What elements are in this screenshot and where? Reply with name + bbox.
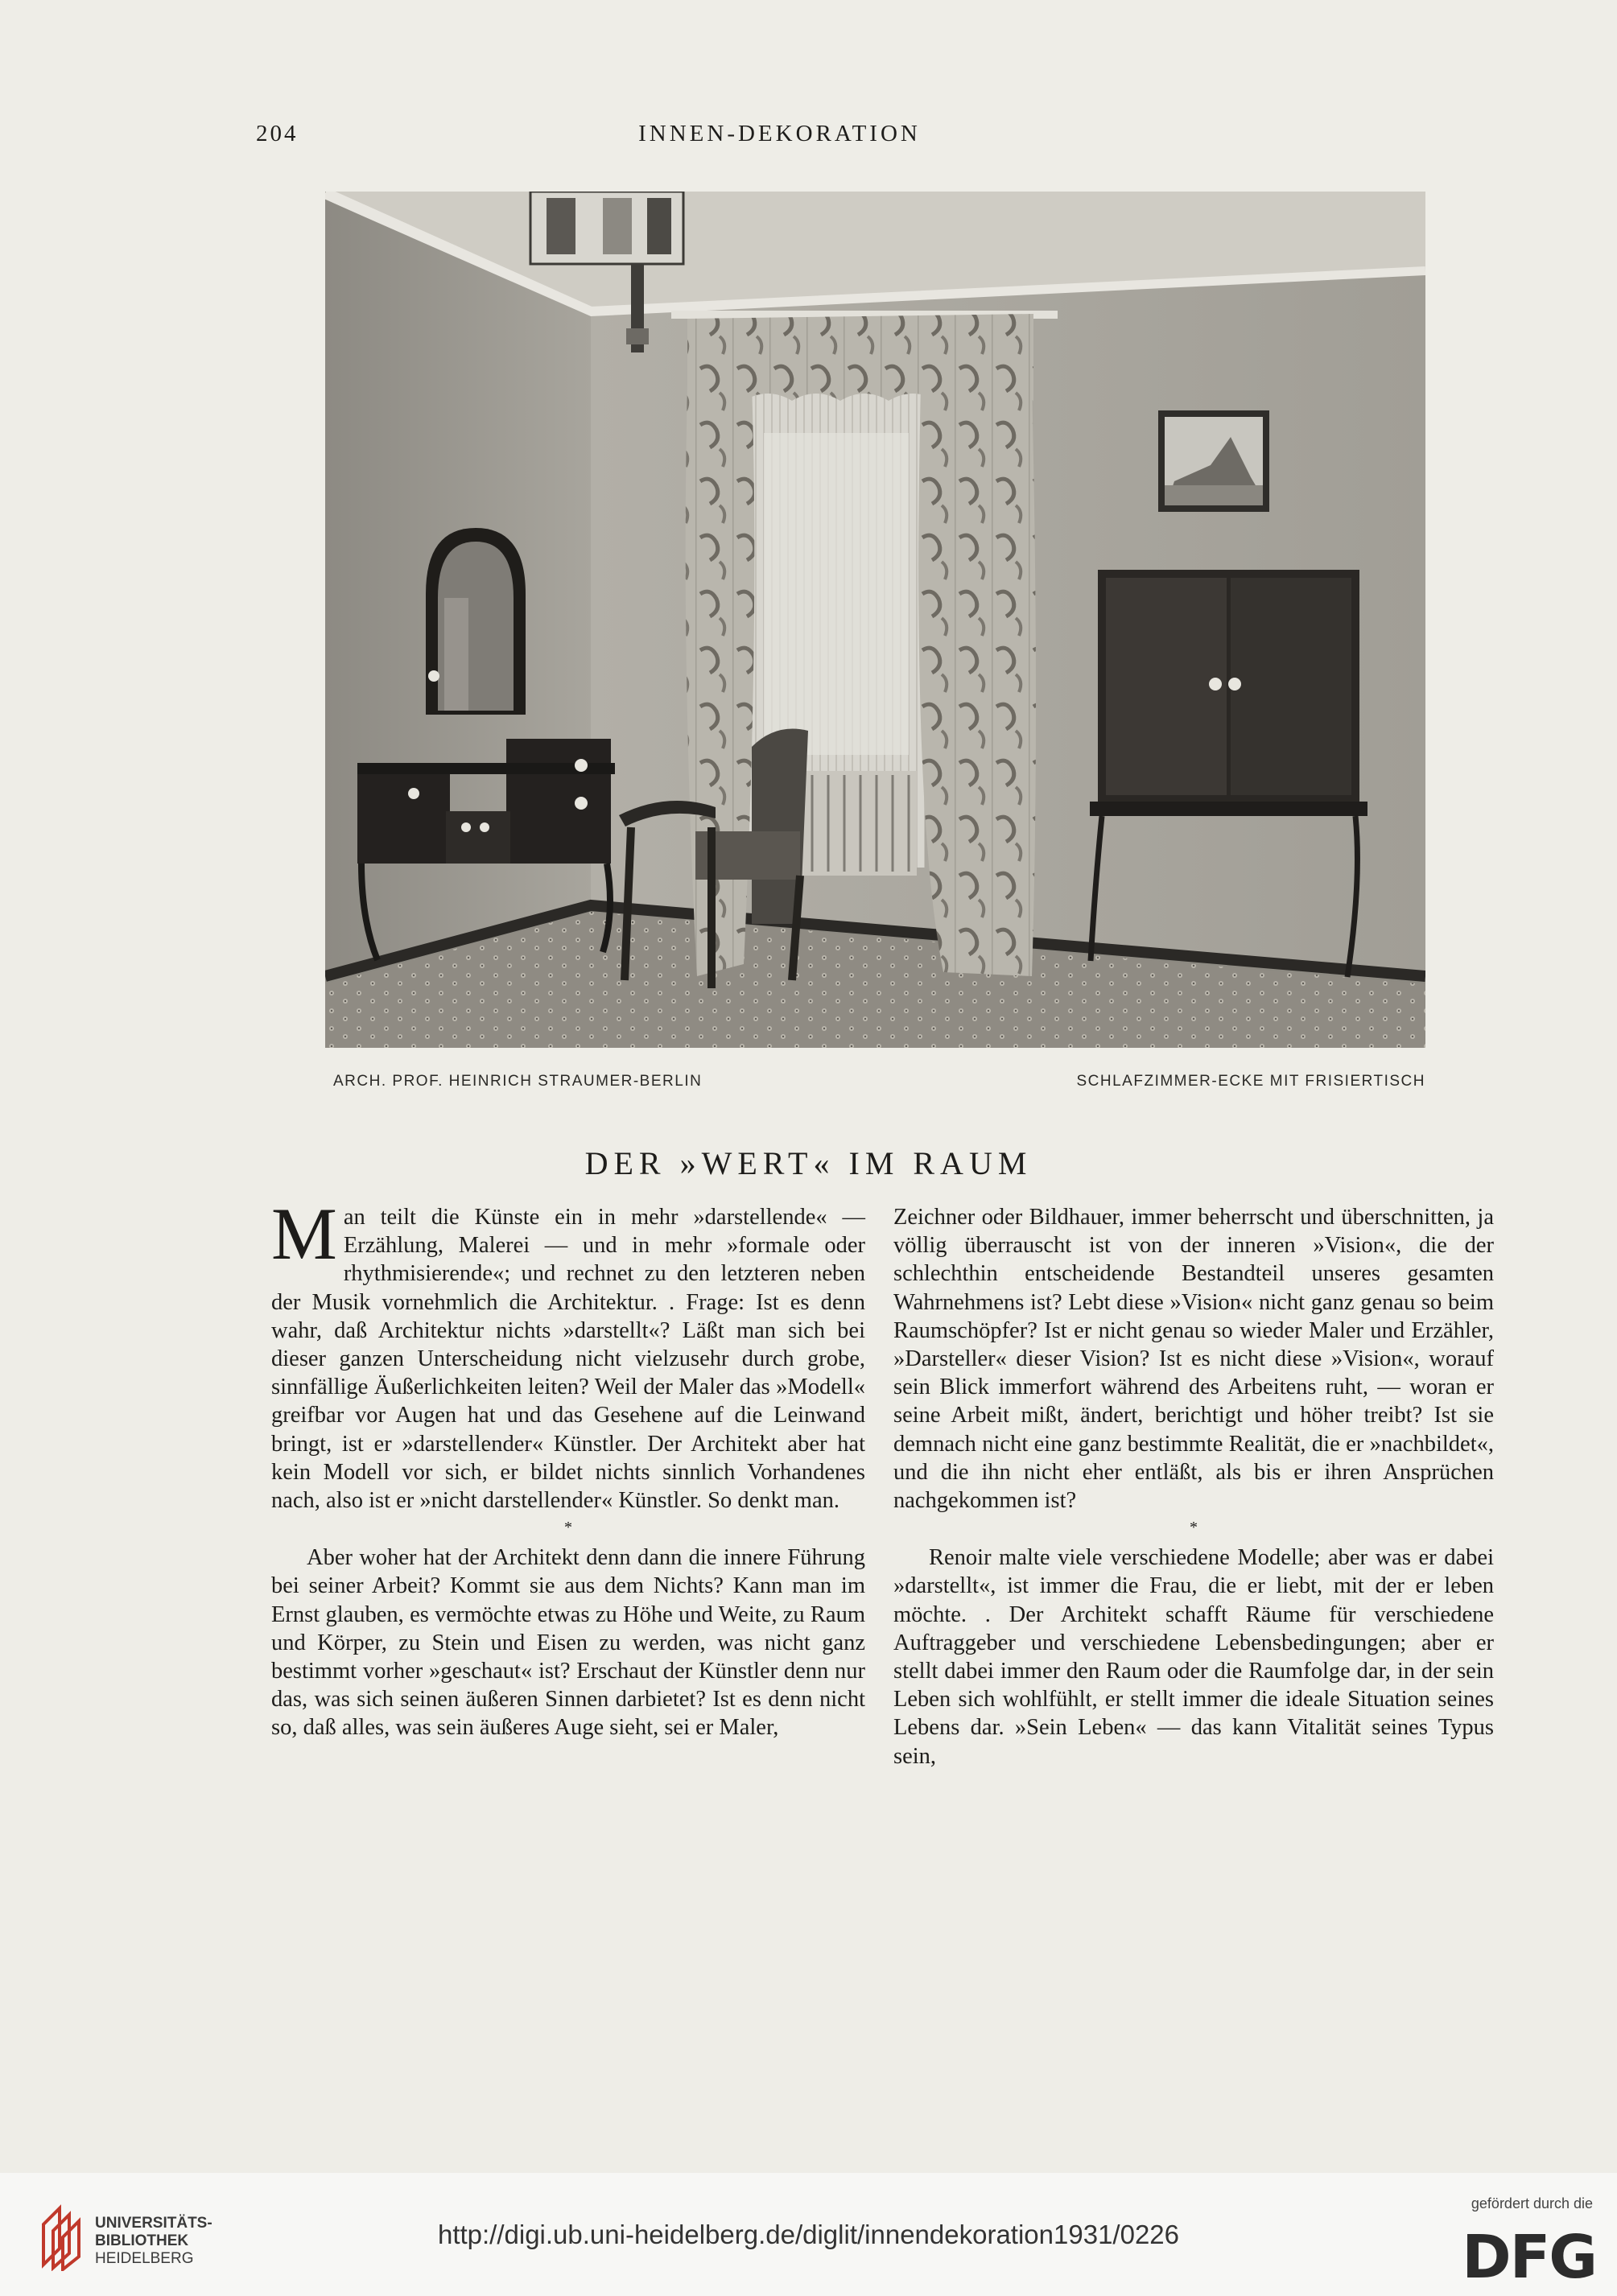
section-separator: * — [1190, 1519, 1198, 1537]
text-column-right — [893, 1203, 1494, 1770]
running-head — [256, 121, 1303, 153]
photo-title-caption: SCHLAFZIMMER-ECKE MIT FRISIERTISCH — [1076, 1073, 1425, 1090]
drop-cap: M — [271, 1193, 337, 1275]
library-name-line: HEIDELBERG — [95, 2250, 194, 2267]
paragraph: Renoir malte viele verschiedene Modelle; aber was er dabei »darstellt«, ist immer die Frau, die er liebt, mit der er leben möchte. . Der Architekt schafft Räume für verschiedene Auftraggeber und verschiedene Lebensbedingungen; aber er stellt dabei immer den Raum oder die Raumfolge dar, in der sein Leben sich wohlfühlt, er stellt immer die ideale Situation seines Lebens dar. »Sein Leben« — das kann Vitalität seines Typus sein, — [893, 1545, 1494, 1769]
digitization-footer — [0, 2173, 1617, 2296]
article-title: DER »WERT« IM RAUM — [584, 1145, 1033, 1181]
paragraph — [271, 1193, 865, 1515]
paragraph: Zeichner oder Bildhauer, immer beherrscht und überschnitten, ja völlig überrauscht ist von der inneren »Vision«, die der schlechthin entscheidende Bestandteil unseres gesamten Wahrnehmens ist? Lebt diese »Vision« nicht ganz genau so beim Raumschöpfer? Ist er nicht genau so wieder Maler und Erzähler, »Darsteller« dieser Vision? Ist es nicht diese »Vision«, worauf sein Blick immerfort während des Arbeitens ruht, — woran er seine Arbeit mißt, ändert, berichtigt und höher treibt? Ist sie demnach nicht eine ganz bestimmte Realität, die er »nachbildet«, und die ihn nicht eher entläßt, als bis er ihren Ansprüchen nachgekommen ist? — [893, 1205, 1494, 1514]
library-name-line: BIBLIOTHEK — [95, 2232, 189, 2249]
page-number: 204 — [256, 121, 299, 146]
dfg-logo: DFG — [1462, 2223, 1596, 2292]
journal-title: INNEN-DEKORATION — [638, 121, 921, 146]
paragraph: Aber woher hat der Architekt denn dann die innere Führung bei seiner Arbeit? Kommt sie aus dem Nichts? Kann man im Ernst glauben, es vermöchte etwas zu Höhe und Weite, zu Raum und Körper, zu Stein und Eisen zu werden, was nicht ganz bestimmt vorher »geschaut« ist? Erschaut der Künstler denn nur das, was sich seinen äußeren Sinnen darbietet? Ist es denn nicht so, daß alles, was sein äußeres Auge sieht, sei er Maler, — [271, 1545, 865, 1741]
bedroom-photograph — [325, 192, 1425, 1048]
funding-note: gefördert durch die — [1471, 2195, 1593, 2211]
paragraph-text: an teilt die Künste ein in mehr »darstellende« — Erzählung, Malerei — und in mehr »formale oder rhythmisierende«; und rechnet zu den letzteren neben der Musik vornehmlich die Architektur. . Frage: Ist es denn wahr, daß Architektur nichts »darstellt«? Läßt man sich bei dieser ganzen Unterscheidung nicht vielzusehr durch grobe, sinnfällige Äußerlichkeiten leiten? Weil der Maler das »Modell« greifbar vor Augen hat und das Gesehene auf die Leinwand bringt, ist er »darstellender« Künstler. Der Architekt aber hat kein Modell vor sich, er bildet nichts sinnlich Vorhandenes nach, also ist er »nicht darstellender« Künstler. So denkt man. — [271, 1205, 865, 1514]
permalink-url[interactable]: http://digi.ub.uni-heidelberg.de/diglit/innendekoration1931/0226 — [437, 2220, 1180, 2249]
library-name-line: UNIVERSITÄTS- — [95, 2215, 212, 2232]
text-column-left — [271, 1193, 865, 1742]
section-separator: * — [564, 1519, 572, 1537]
photo-credit-caption: ARCH. PROF. HEINRICH STRAUMER-BERLIN — [333, 1073, 703, 1090]
